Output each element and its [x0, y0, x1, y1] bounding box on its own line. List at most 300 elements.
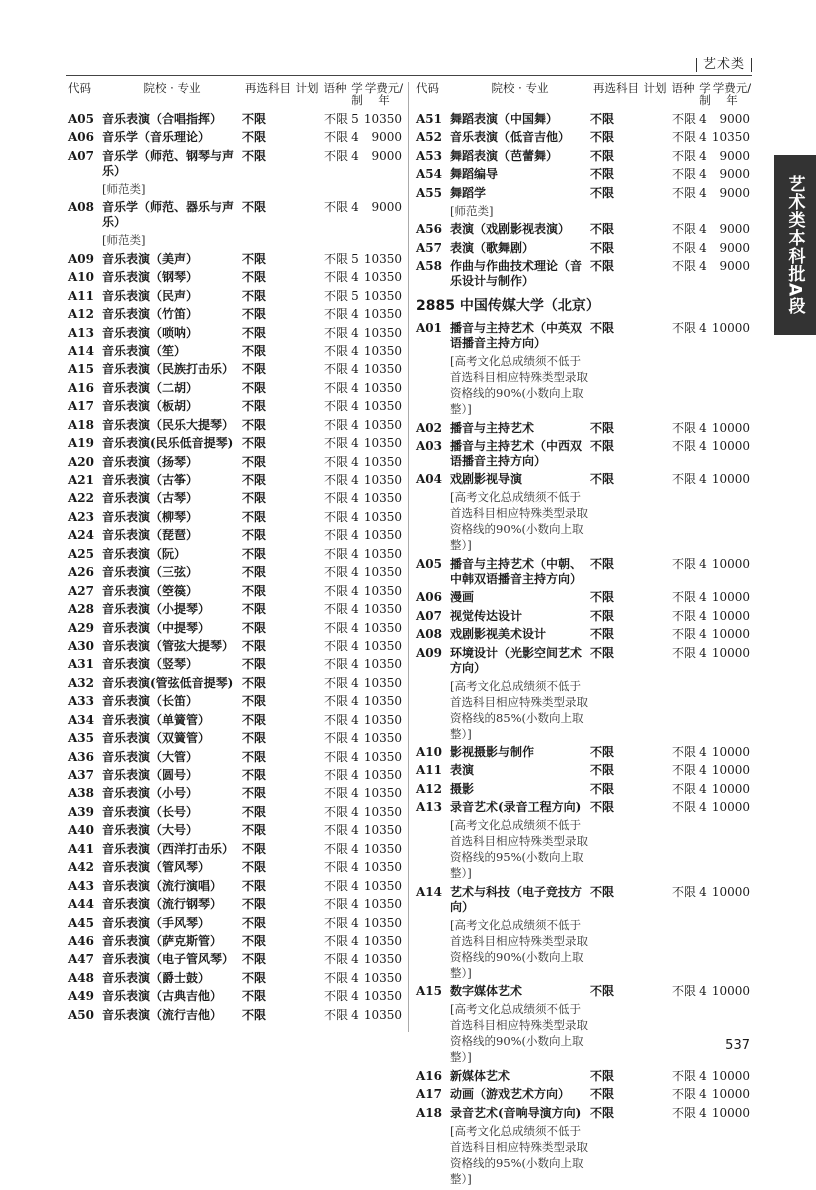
right-rows-music — [416, 112, 756, 289]
program-name — [450, 984, 590, 1065]
tuition-fee: 10350 — [363, 491, 402, 506]
study-years: 4 — [699, 608, 707, 623]
program-code: A09 — [68, 251, 95, 266]
plan-count — [298, 842, 318, 857]
subject-requirement: 不限 — [242, 731, 267, 746]
tuition-fee: 10350 — [363, 546, 402, 561]
program-code: A06 — [416, 590, 443, 605]
table-row — [416, 222, 756, 237]
language: 不限 — [671, 645, 696, 660]
language: 不限 — [323, 546, 348, 561]
table-row — [416, 627, 756, 642]
study-years: 5 — [351, 112, 359, 126]
language: 不限 — [323, 952, 348, 967]
plan-count — [646, 646, 666, 742]
tuition-fee: 9000 — [719, 185, 750, 200]
program-name — [102, 1008, 242, 1023]
language: 不限 — [323, 786, 348, 801]
program-name-text: 音乐表演（唢呐） — [102, 325, 199, 340]
study-years: 4 — [351, 491, 359, 506]
program-code: A12 — [68, 307, 95, 322]
study-years: 4 — [351, 565, 359, 580]
subject-requirement: 不限 — [242, 270, 267, 285]
table-row — [68, 731, 408, 746]
table-row — [68, 473, 408, 488]
tuition-fee: 10000 — [711, 438, 750, 453]
study-years: 5 — [351, 288, 359, 303]
program-code: A09 — [416, 645, 443, 660]
plan-count — [646, 222, 666, 237]
subject-requirement: 不限 — [242, 638, 267, 653]
plan-count — [298, 200, 318, 248]
subject-requirement: 不限 — [590, 472, 615, 487]
subject-requirement: 不限 — [242, 509, 267, 524]
program-name — [102, 473, 242, 488]
program-code: A17 — [416, 1087, 443, 1102]
subject-requirement: 不限 — [242, 200, 267, 215]
program-code: A34 — [68, 712, 95, 727]
subject-requirement: 不限 — [242, 251, 267, 266]
table-row — [68, 934, 408, 949]
study-years: 4 — [351, 436, 359, 451]
language: 不限 — [671, 438, 696, 453]
language: 不限 — [671, 800, 696, 815]
program-name — [450, 241, 590, 256]
plan-count — [646, 421, 666, 436]
plan-count — [646, 130, 666, 145]
plan-count — [646, 149, 666, 164]
program-code: A49 — [68, 989, 95, 1004]
program-name-text: 播音与主持艺术（中西双语播音主持方向） — [450, 438, 583, 468]
program-code: A14 — [416, 884, 443, 899]
language: 不限 — [323, 343, 348, 358]
plan-count — [298, 805, 318, 820]
plan-count — [646, 609, 666, 624]
tuition-fee: 10000 — [711, 884, 750, 899]
table-row — [68, 971, 408, 986]
program-note: [高考文化总成绩须不低于首选科目相应特殊类型录取资格线的90%(小数向上取整）] — [450, 917, 588, 980]
table-row — [416, 1087, 756, 1102]
table-row — [68, 565, 408, 580]
header-fee: 学费元/年 — [364, 81, 404, 107]
table-row — [416, 472, 756, 553]
language: 不限 — [323, 712, 348, 727]
study-years: 4 — [699, 763, 707, 778]
subject-requirement: 不限 — [590, 800, 615, 815]
tuition-fee: 10350 — [363, 417, 402, 432]
language: 不限 — [671, 884, 696, 899]
subject-requirement: 不限 — [242, 878, 267, 893]
table-row — [68, 750, 408, 765]
program-code: A15 — [68, 362, 95, 377]
tuition-fee: 10350 — [363, 325, 402, 340]
subject-requirement: 不限 — [242, 675, 267, 690]
table-row — [68, 547, 408, 562]
program-name-text: 音乐表演（单簧管） — [102, 712, 211, 727]
program-name — [450, 149, 590, 164]
plan-count — [298, 399, 318, 414]
program-name — [102, 289, 242, 304]
program-code: A48 — [68, 970, 95, 985]
study-years: 4 — [699, 745, 707, 759]
study-years: 4 — [699, 148, 707, 163]
program-name-text: 戏剧影视美术设计 — [450, 627, 547, 642]
subject-requirement: 不限 — [590, 608, 615, 623]
program-note: [高考文化总成绩须不低于首选科目相应特殊类型录取资格线的90%(小数向上取整）] — [450, 354, 588, 417]
program-name — [450, 439, 590, 469]
tuition-fee: 10350 — [363, 307, 402, 322]
study-years: 4 — [351, 602, 359, 617]
tuition-fee: 9000 — [371, 148, 402, 163]
plan-count — [298, 897, 318, 912]
program-code: A46 — [68, 933, 95, 948]
plan-count — [298, 786, 318, 801]
study-years: 4 — [351, 270, 359, 285]
table-row — [68, 200, 408, 248]
subject-requirement: 不限 — [242, 436, 267, 451]
plan-count — [646, 1069, 666, 1084]
subject-requirement: 不限 — [242, 749, 267, 764]
subject-requirement: 不限 — [590, 763, 615, 778]
language: 不限 — [323, 989, 348, 1004]
subject-requirement: 不限 — [590, 645, 615, 660]
program-name-text: 音乐表演（长号） — [102, 804, 199, 819]
language: 不限 — [323, 565, 348, 580]
study-years: 4 — [351, 915, 359, 930]
plan-count — [646, 1087, 666, 1102]
plan-count — [298, 270, 318, 285]
program-note: [高考文化总成绩须不低于首选科目相应特殊类型录取资格线的90%(小数向上取整）] — [450, 490, 588, 553]
program-name-text: 音乐表演（西洋打击乐） — [102, 841, 235, 856]
subject-requirement: 不限 — [590, 781, 615, 796]
program-name-text: 音乐表演（民声） — [102, 288, 199, 303]
tuition-fee: 10000 — [711, 590, 750, 605]
plan-count — [646, 885, 666, 981]
tuition-fee: 10000 — [711, 608, 750, 623]
tuition-fee: 9000 — [719, 167, 750, 182]
tuition-fee: 10350 — [363, 749, 402, 764]
study-years: 4 — [699, 222, 707, 237]
program-code: A13 — [68, 325, 95, 340]
study-years: 4 — [699, 112, 707, 126]
table-row — [416, 1106, 756, 1187]
program-name-text: 音乐表演（萨克斯管） — [102, 933, 223, 948]
program-note: [师范类] — [102, 181, 146, 196]
language: 不限 — [671, 130, 696, 145]
subject-requirement: 不限 — [242, 694, 267, 709]
plan-count — [646, 167, 666, 182]
program-name — [102, 344, 242, 359]
study-years: 4 — [699, 167, 707, 182]
study-years: 4 — [699, 438, 707, 453]
header-subjects: 再选科目 — [245, 81, 291, 95]
plan-count — [298, 768, 318, 783]
plan-count — [298, 750, 318, 765]
program-name-text: 音乐表演(民乐低音提琴) — [102, 436, 234, 451]
tuition-fee: 10350 — [363, 1007, 402, 1022]
program-name — [102, 418, 242, 433]
program-code: A45 — [68, 915, 95, 930]
program-name — [450, 627, 590, 642]
tuition-fee: 10350 — [363, 970, 402, 985]
table-row — [416, 149, 756, 164]
subject-requirement: 不限 — [242, 148, 267, 163]
program-name — [450, 609, 590, 624]
tuition-fee: 10350 — [363, 399, 402, 414]
tuition-fee: 10350 — [363, 473, 402, 487]
language: 不限 — [323, 620, 348, 635]
program-name-text: 音乐表演（扬琴） — [102, 454, 199, 469]
program-name — [450, 472, 590, 553]
plan-count — [298, 676, 318, 691]
program-name-text: 音乐表演（民族打击乐） — [102, 362, 235, 377]
language: 不限 — [671, 420, 696, 435]
plan-count — [298, 130, 318, 145]
subject-requirement: 不限 — [590, 884, 615, 899]
tuition-fee: 10000 — [711, 1087, 750, 1102]
study-years: 4 — [351, 860, 359, 875]
study-years: 4 — [699, 800, 707, 815]
plan-count — [298, 952, 318, 967]
tuition-fee: 10000 — [711, 781, 750, 796]
table-row — [68, 418, 408, 433]
program-name — [102, 252, 242, 267]
program-code: A18 — [68, 417, 95, 432]
table-row — [416, 241, 756, 256]
program-code: A35 — [68, 731, 95, 746]
program-name — [450, 112, 590, 127]
plan-count — [298, 694, 318, 709]
plan-count — [646, 984, 666, 1065]
study-years: 4 — [351, 528, 359, 543]
subject-requirement: 不限 — [242, 712, 267, 727]
program-name-text: 音乐表演（二胡） — [102, 380, 199, 395]
program-note: [师范类] — [102, 233, 146, 248]
subject-requirement: 不限 — [590, 438, 615, 453]
language: 不限 — [323, 130, 348, 145]
header-code: 代码 — [68, 81, 91, 95]
program-code: A38 — [68, 786, 95, 801]
table-row — [68, 602, 408, 617]
program-code: A07 — [416, 608, 443, 623]
program-name-text: 音乐表演（小提琴） — [102, 602, 211, 617]
study-years: 4 — [351, 933, 359, 948]
subject-requirement: 不限 — [242, 112, 267, 126]
program-name — [450, 421, 590, 436]
plan-count — [298, 326, 318, 341]
language: 不限 — [323, 1007, 348, 1022]
subject-requirement: 不限 — [242, 602, 267, 617]
study-years: 4 — [699, 185, 707, 200]
tuition-fee: 10350 — [363, 620, 402, 635]
study-years: 4 — [351, 989, 359, 1004]
header-name: 院校 · 专业 — [143, 81, 201, 95]
program-name-text: 视觉传达设计 — [450, 608, 523, 623]
program-name-text: 艺术与科技（电子竞技方向） — [450, 884, 583, 914]
program-name-text: 舞蹈表演（芭蕾舞） — [450, 148, 559, 163]
study-years: 4 — [351, 731, 359, 746]
program-name-text: 音乐表演（管风琴） — [102, 860, 211, 875]
subject-requirement: 不限 — [242, 454, 267, 469]
subject-requirement: 不限 — [242, 786, 267, 801]
study-years: 4 — [699, 645, 707, 660]
program-code: A24 — [68, 528, 95, 543]
program-name — [102, 200, 242, 248]
program-code: A28 — [68, 602, 95, 617]
study-years: 4 — [699, 984, 707, 999]
language: 不限 — [671, 556, 696, 571]
program-name-text: 音乐表演（双簧管） — [102, 731, 211, 746]
program-name-text: 录音艺术(音响导演方向) — [450, 1105, 582, 1120]
plan-count — [298, 112, 318, 127]
tuition-fee: 10350 — [363, 712, 402, 727]
study-years: 4 — [351, 1007, 359, 1022]
subject-requirement: 不限 — [242, 417, 267, 432]
tuition-fee: 10350 — [363, 583, 402, 598]
program-name-text: 表演（歌舞剧） — [450, 240, 535, 255]
program-name — [102, 860, 242, 875]
tuition-fee: 10350 — [363, 362, 402, 377]
program-code: A36 — [68, 749, 95, 764]
program-note: [师范类] — [450, 203, 494, 218]
language: 不限 — [323, 200, 348, 215]
plan-count — [298, 149, 318, 197]
language: 不限 — [323, 112, 348, 126]
language: 不限 — [323, 270, 348, 285]
program-name-text: 音乐表演（民乐大提琴） — [102, 417, 235, 432]
subject-requirement: 不限 — [590, 130, 615, 145]
program-name-text: 音乐表演（电子管风琴） — [102, 952, 235, 967]
plan-count — [298, 916, 318, 931]
tuition-fee: 9000 — [719, 240, 750, 255]
subject-requirement: 不限 — [242, 343, 267, 358]
program-code: A43 — [68, 878, 95, 893]
table-row — [68, 786, 408, 801]
tuition-fee: 10350 — [711, 130, 750, 145]
program-name — [102, 362, 242, 377]
tuition-fee: 10350 — [363, 952, 402, 967]
plan-count — [646, 590, 666, 605]
study-years: 4 — [351, 620, 359, 635]
program-name-text: 音乐表演（三弦） — [102, 565, 199, 580]
language: 不限 — [323, 657, 348, 672]
table-row — [416, 984, 756, 1065]
program-code: A32 — [68, 675, 95, 690]
subject-requirement: 不限 — [590, 148, 615, 163]
tuition-fee: 10350 — [363, 915, 402, 930]
tuition-fee: 10350 — [363, 786, 402, 801]
study-years: 4 — [351, 473, 359, 487]
table-row — [416, 646, 756, 742]
program-code: A10 — [68, 270, 95, 285]
program-name — [102, 381, 242, 396]
table-row — [416, 557, 756, 587]
study-years: 4 — [699, 472, 707, 487]
table-row — [68, 112, 408, 127]
program-name-text: 播音与主持艺术（中英双语播音主持方向） — [450, 321, 583, 351]
program-code: A37 — [68, 768, 95, 782]
tuition-fee: 9000 — [371, 130, 402, 145]
table-row — [68, 149, 408, 197]
subject-requirement: 不限 — [242, 897, 267, 912]
language: 不限 — [671, 590, 696, 605]
program-name-text: 音乐表演（竖琴） — [102, 657, 199, 672]
language: 不限 — [323, 602, 348, 617]
subject-requirement: 不限 — [590, 590, 615, 605]
page-number: 537 — [725, 1038, 750, 1053]
study-years: 5 — [351, 251, 359, 266]
language: 不限 — [323, 362, 348, 377]
program-code: A07 — [68, 148, 95, 163]
table-row — [68, 381, 408, 396]
program-code: A15 — [416, 984, 443, 999]
tuition-fee: 10350 — [363, 436, 402, 451]
language: 不限 — [671, 984, 696, 999]
program-name — [102, 750, 242, 765]
table-row — [416, 590, 756, 605]
program-name — [102, 528, 242, 543]
program-name — [450, 130, 590, 145]
language: 不限 — [323, 509, 348, 524]
program-name — [102, 621, 242, 636]
tuition-fee: 10000 — [711, 984, 750, 999]
tuition-fee: 10350 — [363, 509, 402, 524]
header-years: 学制 — [699, 81, 711, 107]
table-row — [68, 1008, 408, 1023]
subject-requirement: 不限 — [242, 804, 267, 819]
plan-count — [298, 510, 318, 525]
language: 不限 — [323, 251, 348, 266]
program-code: A47 — [68, 952, 95, 967]
program-name — [450, 222, 590, 237]
tuition-fee: 9000 — [719, 112, 750, 126]
program-name-text: 音乐表演（爵士鼓） — [102, 970, 211, 985]
plan-count — [298, 731, 318, 746]
plan-count — [298, 289, 318, 304]
language: 不限 — [671, 240, 696, 255]
program-code: A58 — [416, 259, 443, 274]
table-row — [416, 782, 756, 797]
table-row — [68, 842, 408, 857]
program-code: A04 — [416, 472, 443, 487]
program-name — [102, 879, 242, 894]
program-name-text: 音乐表演（笙） — [102, 343, 187, 358]
program-name-text: 音乐表演（手风琴） — [102, 915, 211, 930]
study-years: 4 — [351, 675, 359, 690]
tuition-fee: 10350 — [363, 731, 402, 746]
program-name — [102, 694, 242, 709]
category-tag: 艺术类 — [696, 58, 752, 72]
study-years: 4 — [699, 781, 707, 796]
program-name — [450, 646, 590, 742]
program-name — [102, 112, 242, 127]
table-row — [68, 989, 408, 1004]
language: 不限 — [323, 860, 348, 875]
study-years: 4 — [351, 546, 359, 561]
language: 不限 — [671, 745, 696, 759]
plan-count — [646, 321, 666, 417]
plan-count — [646, 557, 666, 587]
table-header — [68, 82, 408, 108]
subject-requirement: 不限 — [242, 952, 267, 967]
table-row — [68, 326, 408, 341]
program-code: A44 — [68, 897, 95, 912]
language: 不限 — [671, 608, 696, 623]
program-name — [450, 1106, 590, 1187]
subject-requirement: 不限 — [242, 325, 267, 340]
study-years: 4 — [351, 583, 359, 598]
table-row — [68, 713, 408, 728]
